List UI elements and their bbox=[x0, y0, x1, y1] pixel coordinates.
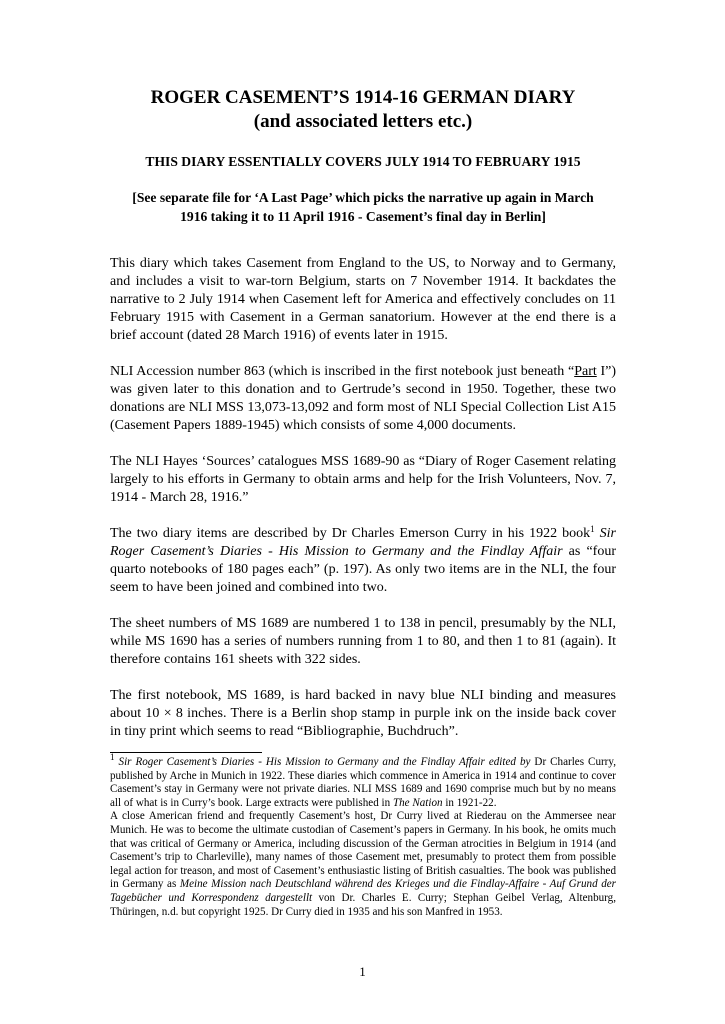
title-line-1: ROGER CASEMENT’S 1914-16 GERMAN DIARY bbox=[150, 87, 576, 108]
paragraph-sheet-numbers: The sheet numbers of MS 1689 are numbered 1 to 138 in pencil, presumably by the NLI, while MS 1690 has a series of numbers running from 1 to 80, and then 1 to 81 (again). It therefore contains 161 sheets with 322 sides. bbox=[110, 616, 616, 667]
footnote-1-text-a: Dr Charles Curry, published by Arche in Munich in 1922. These diaries which commence in America in 1914 and continue to cover Casement’s stay in Germany were not private diaries. NLI MSS 1689 and 1690 comprise much but by no means all of what is in Curry’s book. Large extracts were published in bbox=[110, 756, 616, 809]
footnote-2-text-b: von Dr. Charles E. Curry; Stephan Geibel Verlag, Altenburg, Thüringen, n.d. but copyright 1925. Dr Curry died in 1935 and his son Manfred in 1953. bbox=[110, 891, 616, 918]
paragraph-first-notebook: The first notebook, MS 1689, is hard backed in navy blue NLI binding and measures about 10 × 8 inches. There is a Berlin shop stamp in purple ink on the inside back cover in tiny print which seems to read “Bibliographie, Buchdruch”. bbox=[110, 688, 616, 739]
title-line-2: (and associated letters etc.) bbox=[253, 111, 473, 132]
document-page bbox=[110, 86, 616, 919]
coverage-subtitle: THIS DIARY ESSENTIALLY COVERS JULY 1914 TO FEBRUARY 1915 bbox=[145, 154, 581, 169]
footnote-2-german-title: Meine Mission nach Deutschland während des Krieges und die Findlay-Affaire - Auf Grund der Tagebücher und Korrespondenz dargestellt bbox=[110, 878, 616, 904]
footnote-ref-1[interactable]: 1 bbox=[590, 524, 595, 534]
footnote-1 bbox=[110, 752, 616, 810]
footnote-divider bbox=[110, 752, 262, 753]
paragraph-accession bbox=[110, 363, 616, 435]
page-number: 1 bbox=[359, 964, 366, 979]
footnote-2-text-a: A close American friend and frequently Casement’s host, Dr Curry lived at Riederau on the Ammersee near Munich. He was to become the ultimate custodian of Casement’s papers in Germany. In his book, he omits much that was critical of Germany or America, including discussion of the German atrocities in Belgium in 1914 (and Casement’s trip to Charleville), many names of those Casement met, presumably to protect them from possible legal action for treason, and most of Casement’s enthusiastic listing of British casualties. The book was published in Germany as bbox=[110, 810, 616, 891]
footnote-1-continuation bbox=[110, 810, 616, 919]
p2-text-a: NLI Accession number 863 (which is inscribed in the first notebook just beneath “ bbox=[110, 364, 575, 379]
note-line-2: 1916 taking it to 11 April 1916 - Casement’s final day in Berlin] bbox=[180, 209, 546, 224]
p4-text-b: as “four quarto notebooks of 180 pages each” (p. 197). As only two items are in the NLI, the four seem to have been joined and combined into two. bbox=[110, 544, 617, 595]
separate-file-note bbox=[110, 188, 616, 226]
paragraph-diary-overview: This diary which takes Casement from England to the US, to Norway and to Germany, and includes a visit to war-torn Belgium, starts on 7 November 1914. It backdates the narrative to 2 July 1914 when Casement left for America and effectively concludes on 11 February 1915 with Casement in a German sanatorium. However at the end there is a brief account (dated 28 March 1916) of events later in 1915. bbox=[110, 256, 616, 343]
footnote-1-text-b: in 1921-22. bbox=[442, 796, 497, 809]
footnote-1-italic-title: Sir Roger Casement’s Diaries - His Mission to Germany and the Findlay Affair edited by bbox=[118, 756, 531, 768]
p4-text-a: The two diary items are described by Dr Charles Emerson Curry in his 1922 book bbox=[110, 526, 591, 541]
p2-underlined-part: Part bbox=[574, 364, 597, 379]
document-title bbox=[110, 86, 616, 134]
paragraph-hayes-sources: The NLI Hayes ‘Sources’ catalogues MSS 1689-90 as “Diary of Roger Casement relating largely to his efforts in Germany to obtain arms and help for the Irish Volunteers, Nov. 7, 1914 - March 28, 1916.” bbox=[110, 454, 616, 505]
p2-text-b: I”) was given later to this donation and to Gertrude’s second in 1950. Together, these two donations are NLI MSS 13,073-13,092 and form most of NLI Special Collection List A15 (Casement Papers 1889-1945) which consists of some 4,000 documents. bbox=[110, 364, 616, 433]
paragraph-curry-book bbox=[110, 525, 616, 597]
footnote-1-number: 1 bbox=[110, 752, 115, 762]
footnote-1-italic-nation: The Nation bbox=[392, 796, 443, 809]
p4-book-title: Sir Roger Casement’s Diaries - His Mission to Germany and the Findlay Affair bbox=[110, 526, 616, 559]
note-line-1: [See separate file for ‘A Last Page’ which picks the narrative up again in March bbox=[132, 190, 594, 205]
